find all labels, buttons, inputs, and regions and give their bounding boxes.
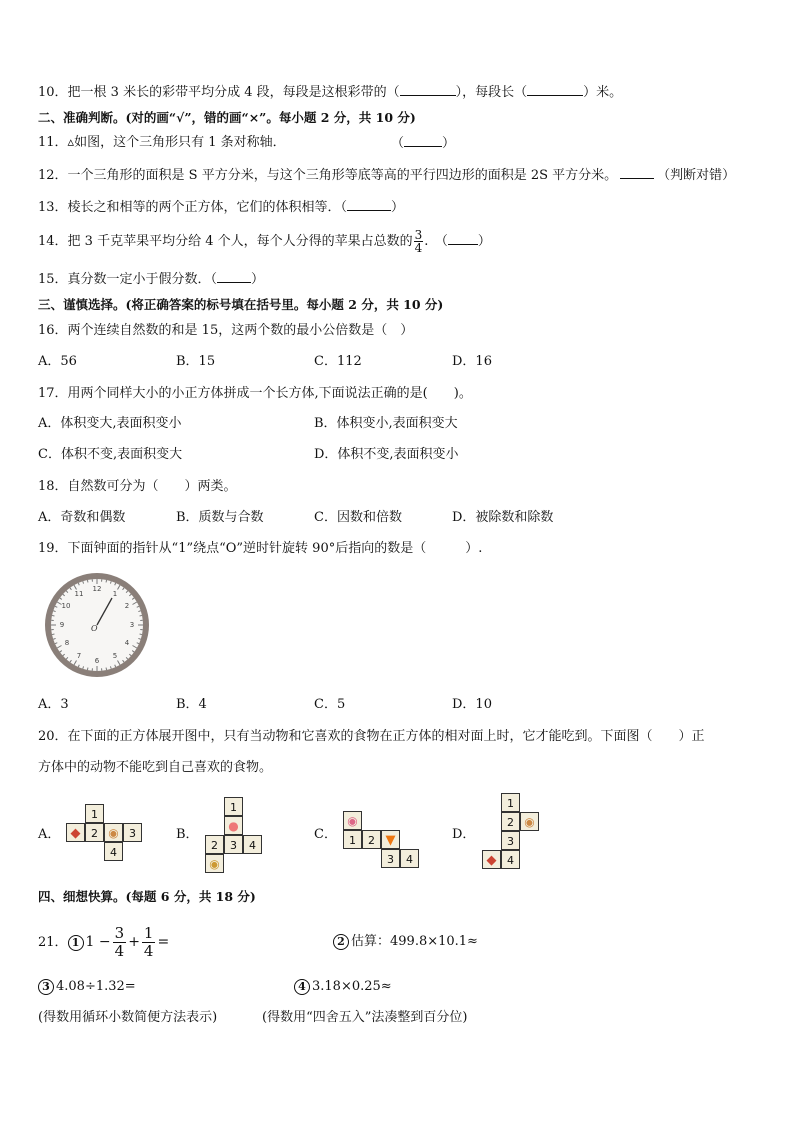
clock-tick [87,580,88,582]
net-face: 2 [85,823,104,842]
q17-option-d[interactable]: D．体积不变,表面积变小 [314,447,459,462]
answer-blank[interactable] [347,198,391,211]
q20-option-d[interactable]: D． [452,827,476,842]
net-face: 2 [362,830,381,849]
answer-blank[interactable] [404,134,442,147]
q20-option-c[interactable]: C． [314,827,337,842]
q21-note2: (得数用“四舍五入”法凑整到百分位) [262,1010,468,1025]
fish-icon: ◆ [486,853,497,868]
q11-text: 11．▵如图，这个三角形只有 1 条对称轴． [38,135,286,150]
q21-part2 [333,933,478,951]
q21-p2-text: 估算：499.8×10.1≈ [351,934,478,949]
net-face [104,823,123,842]
q12-text: 12．一个三角形的面积是 S 平方分米，与这个三角形等底等高的平行四边形的面积是 2S 平方分米。 [38,168,618,183]
net-face [482,850,501,869]
q17-option-a[interactable]: A．体积变大,表面积变小 [38,416,182,431]
q17-option-c[interactable]: C．体积不变,表面积变大 [38,447,183,462]
q10-text-b: ），每段长（ [455,85,528,100]
monkey-icon: ◉ [209,857,220,871]
q10 [38,83,622,102]
q14: 14．把 3 千克苹果平均分给 4 个人，每个人分得的苹果占总数的 $\frac{3}{4}$ . （ ） [38,228,491,255]
fraction: $\frac{1}{4}$ [143,924,154,960]
net-face: 4 [400,849,419,868]
answer-blank[interactable] [620,166,654,179]
q21-part4 [294,978,392,996]
net-face [66,823,85,842]
fraction: $\frac{3}{4}$ [114,924,125,960]
net-face: 1 [501,793,520,812]
net-face: 4 [104,842,123,861]
fraction-three-quarters: $\frac{3}{4}$ [414,228,423,255]
peach-icon: ● [228,819,239,833]
carrot-icon: ▼ [385,833,396,848]
q10-text-a: 10．把一根 3 米长的彩带平均分成 4 段，每段是这根彩带的（ [38,85,400,100]
answer-blank[interactable] [400,83,456,96]
q20-line1: 20．在下面的正方体展开图中，只有当动物和它喜欢的食物在正方体的相对面上时，它才能吃到。下面图（ ）正 [38,729,705,744]
q15-text: 15．真分数一定小于假分数．（ [38,272,218,287]
clock-tick [106,668,107,670]
q21-p4-text: 3.18×0.25≈ [312,979,392,994]
net-face [224,816,243,835]
svg-text:2: 2 [124,602,130,610]
q19-option-b[interactable]: B．4 [176,697,207,712]
section-3-heading: 三、谨慎选择。(将正确答案的标号填在括号里。每小题 2 分，共 10 分) [38,297,444,312]
rabbit-icon: ◉ [347,814,358,828]
q13-text: 13．棱长之和相等的两个正方体，它们的体积相等．（ [38,200,348,215]
q21-note1: (得数用循环小数简便方法表示) [38,1010,218,1025]
cat-icon: ◉ [108,826,119,840]
q18-option-b[interactable]: B．质数与合数 [176,510,264,525]
svg-text:5: 5 [112,652,118,660]
net-face [520,812,539,831]
fish-icon: ◆ [70,826,81,841]
q21-part1: 21． 1 1 − $\frac{3}{4}$ + $\frac{1}{4}$ = [38,924,170,960]
q18-option-c[interactable]: C．因数和倍数 [314,510,402,525]
q20-option-a[interactable]: A． [38,827,61,842]
svg-text:10: 10 [61,602,71,610]
net-face: 4 [501,850,520,869]
q14-text: 14．把 3 千克苹果平均分给 4 个人，每个人分得的苹果占总数的 [38,234,413,249]
svg-text:4: 4 [124,639,130,647]
svg-text:6: 6 [94,657,100,665]
section-4-heading: 四、细想快算。(每题 6 分，共 18 分) [38,889,256,904]
q12 [38,166,735,185]
q17-option-b[interactable]: B．体积变小,表面积变大 [314,416,458,431]
net-face: 3 [501,831,520,850]
circled-number: 1 [68,935,84,951]
q16-option-b[interactable]: B．15 [176,354,216,369]
net-face: 3 [381,849,400,868]
svg-text:7: 7 [76,652,82,660]
svg-text:9: 9 [59,621,65,629]
q17-text: 17．用两个同样大小的小正方体拼成一个长方体,下面说法正确的是( )。 [38,386,472,401]
q21-part3 [38,978,136,996]
q10-text-c: ）米。 [583,85,623,100]
svg-text:11: 11 [74,590,84,598]
q20-option-b[interactable]: B． [176,827,199,842]
q12-tail: （判断对错） [657,168,736,183]
net-face: 3 [224,835,243,854]
circled-number: 3 [38,979,54,995]
q13: 13．棱长之和相等的两个正方体，它们的体积相等．（ ） [38,200,405,215]
net-face: 2 [501,812,520,831]
clock-tick [52,634,54,635]
net-face [381,830,400,849]
svg-text:8: 8 [64,639,70,647]
answer-blank[interactable] [448,232,478,245]
clock-tick [140,634,142,635]
q19-option-d[interactable]: D．10 [452,697,492,712]
circled-number: 4 [294,979,310,995]
svg-text:12: 12 [92,585,102,593]
net-face [343,811,362,830]
section-2-heading: 二、准确判断。(对的画“√”，错的画“×”。每小题 2 分，共 10 分) [38,110,416,125]
circled-number: 2 [333,934,349,950]
q21-p3-text: 4.08÷1.32= [56,979,136,994]
q16-text: 16．两个连续自然数的和是 15，这两个数的最小公倍数是（ ） [38,323,414,338]
net-face [205,854,224,873]
q19-option-a[interactable]: A．3 [38,697,69,712]
clock-center-label: O [91,624,98,633]
net-face: 2 [205,835,224,854]
q11 [38,134,286,152]
clock-icon [42,570,152,680]
q19-option-c[interactable]: C．5 [314,697,346,712]
q16-option-c[interactable]: C．112 [314,354,362,369]
q18-option-a[interactable]: A．奇数和偶数 [38,510,126,525]
net-face: 1 [224,797,243,816]
q20-line2: 方体中的动物不能吃到自己喜欢的食物。 [38,760,273,775]
clock-tick [52,615,54,616]
q18-text: 18．自然数可分为（ ）两类。 [38,479,237,494]
svg-text:3: 3 [129,621,135,629]
q11-answer[interactable]: （ ） [391,136,456,151]
clock-tick [87,668,88,670]
q19-text: 19．下面钟面的指针从“1”绕点“O”逆时针旋转 90°后指向的数是（ ）. [38,541,483,556]
q18-option-d[interactable]: D．被除数和除数 [452,510,554,525]
q16-option-a[interactable]: A．56 [38,354,77,369]
svg-text:1: 1 [112,590,118,598]
net-face: 3 [123,823,142,842]
net-face: 1 [343,830,362,849]
answer-blank[interactable] [217,270,251,283]
cat-icon: ◉ [524,815,535,829]
q16-option-d[interactable]: D．16 [452,354,492,369]
q15: 15．真分数一定小于假分数．（ ） [38,272,265,287]
answer-blank[interactable] [527,83,583,96]
clock-tick [106,580,107,582]
net-face: 4 [243,835,262,854]
clock-tick [140,615,142,616]
net-face: 1 [85,804,104,823]
q21-p1-lead: 1 − [85,934,111,950]
